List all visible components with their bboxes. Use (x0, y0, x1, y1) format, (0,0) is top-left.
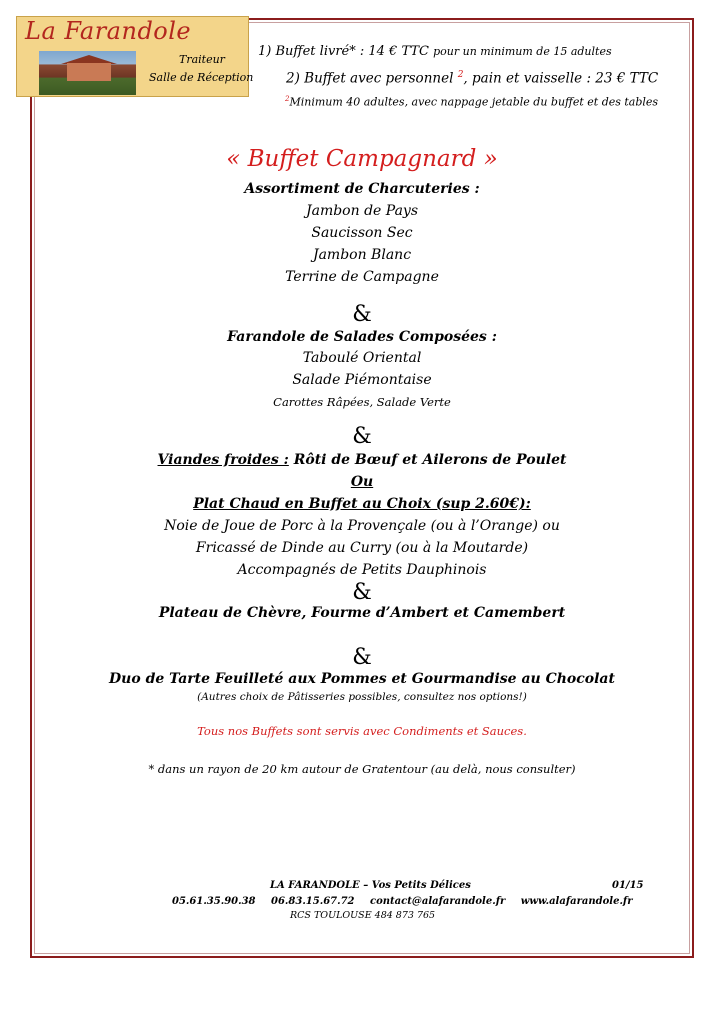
section-plat-chaud-head: Plat Chaud en Buffet au Choix (sup 2.60€): (193, 496, 531, 512)
section-dessert: Duo de Tarte Feuilleté aux Pommes et Gourmandise au Chocolat (109, 671, 615, 687)
footer-website[interactable]: www.alafarandole.fr (520, 896, 633, 907)
logo (16, 16, 254, 97)
menu-item: Carottes Râpées, Salade Verte (273, 395, 451, 409)
menu-item: Fricassé de Dinde au Curry (ou à la Moutarde) (195, 540, 529, 556)
menu-item: Jambon de Pays (305, 203, 419, 219)
logo-name: La Farandole (25, 17, 192, 45)
menu-title: « Buffet Campagnard » (226, 146, 498, 172)
price-note: $^2$Minimum 40 adultes, avec nappage jetable du buffet et des tables (285, 95, 659, 109)
footer-email[interactable]: contact@alafarandole.fr (370, 896, 506, 907)
or-separator: Ou (350, 474, 374, 490)
footer-rcs: RCS TOULOUSE 484 873 765 (290, 910, 436, 921)
section-viandes: Viandes froides : Rôti de Bœuf et Ailerons de Poulet (157, 452, 567, 468)
footer-date: 01/15 (612, 880, 644, 891)
ampersand-divider: & (352, 424, 372, 449)
menu-item: Accompagnés de Petits Dauphinois (237, 562, 487, 578)
delivery-note: * dans un rayon de 20 km autour de Gratentour (au delà, nous consulter) (148, 762, 576, 776)
condiments-note: Tous nos Buffets sont servis avec Condiments et Sauces. (197, 724, 527, 738)
menu-item: Salade Piémontaise (292, 372, 432, 388)
ampersand-divider: & (352, 645, 372, 670)
price-option-1: 1) Buffet livré* : 14 € TTC pour un minimum de 15 adultes (258, 44, 612, 59)
logo-house-photo (39, 51, 136, 95)
dessert-note: (Autres choix de Pâtisseries possibles, consultez nos options!) (197, 691, 527, 703)
footer-phone-2: 06.83.15.67.72 (271, 896, 355, 907)
ampersand-divider: & (352, 580, 372, 605)
footer-company: LA FARANDOLE – Vos Petits Délices (270, 880, 471, 891)
menu-item: Terrine de Campagne (285, 269, 439, 285)
ampersand-divider: & (352, 302, 372, 327)
menu-item: Jambon Blanc (312, 247, 412, 263)
logo-salle: Salle de Réception (149, 71, 254, 84)
menu-item: Saucisson Sec (311, 225, 413, 241)
menu-item: Noie de Joue de Porc à la Provençale (ou à l’Orange) ou (164, 518, 560, 534)
menu-item: Taboulé Oriental (302, 350, 422, 366)
section-fromages: Plateau de Chèvre, Fourme d’Ambert et Camembert (158, 605, 566, 621)
section-salades-head: Farandole de Salades Composées : (227, 329, 497, 345)
footer-contacts (172, 896, 645, 907)
logo-traiteur: Traiteur (179, 53, 225, 66)
footer-phone-1: 05.61.35.90.38 (172, 896, 256, 907)
section-charcuteries-head: Assortiment de Charcuteries : (244, 181, 480, 197)
price-option-2: 2) Buffet avec personnel $^2$, pain et vaisselle : 23 € TTC (286, 70, 659, 87)
